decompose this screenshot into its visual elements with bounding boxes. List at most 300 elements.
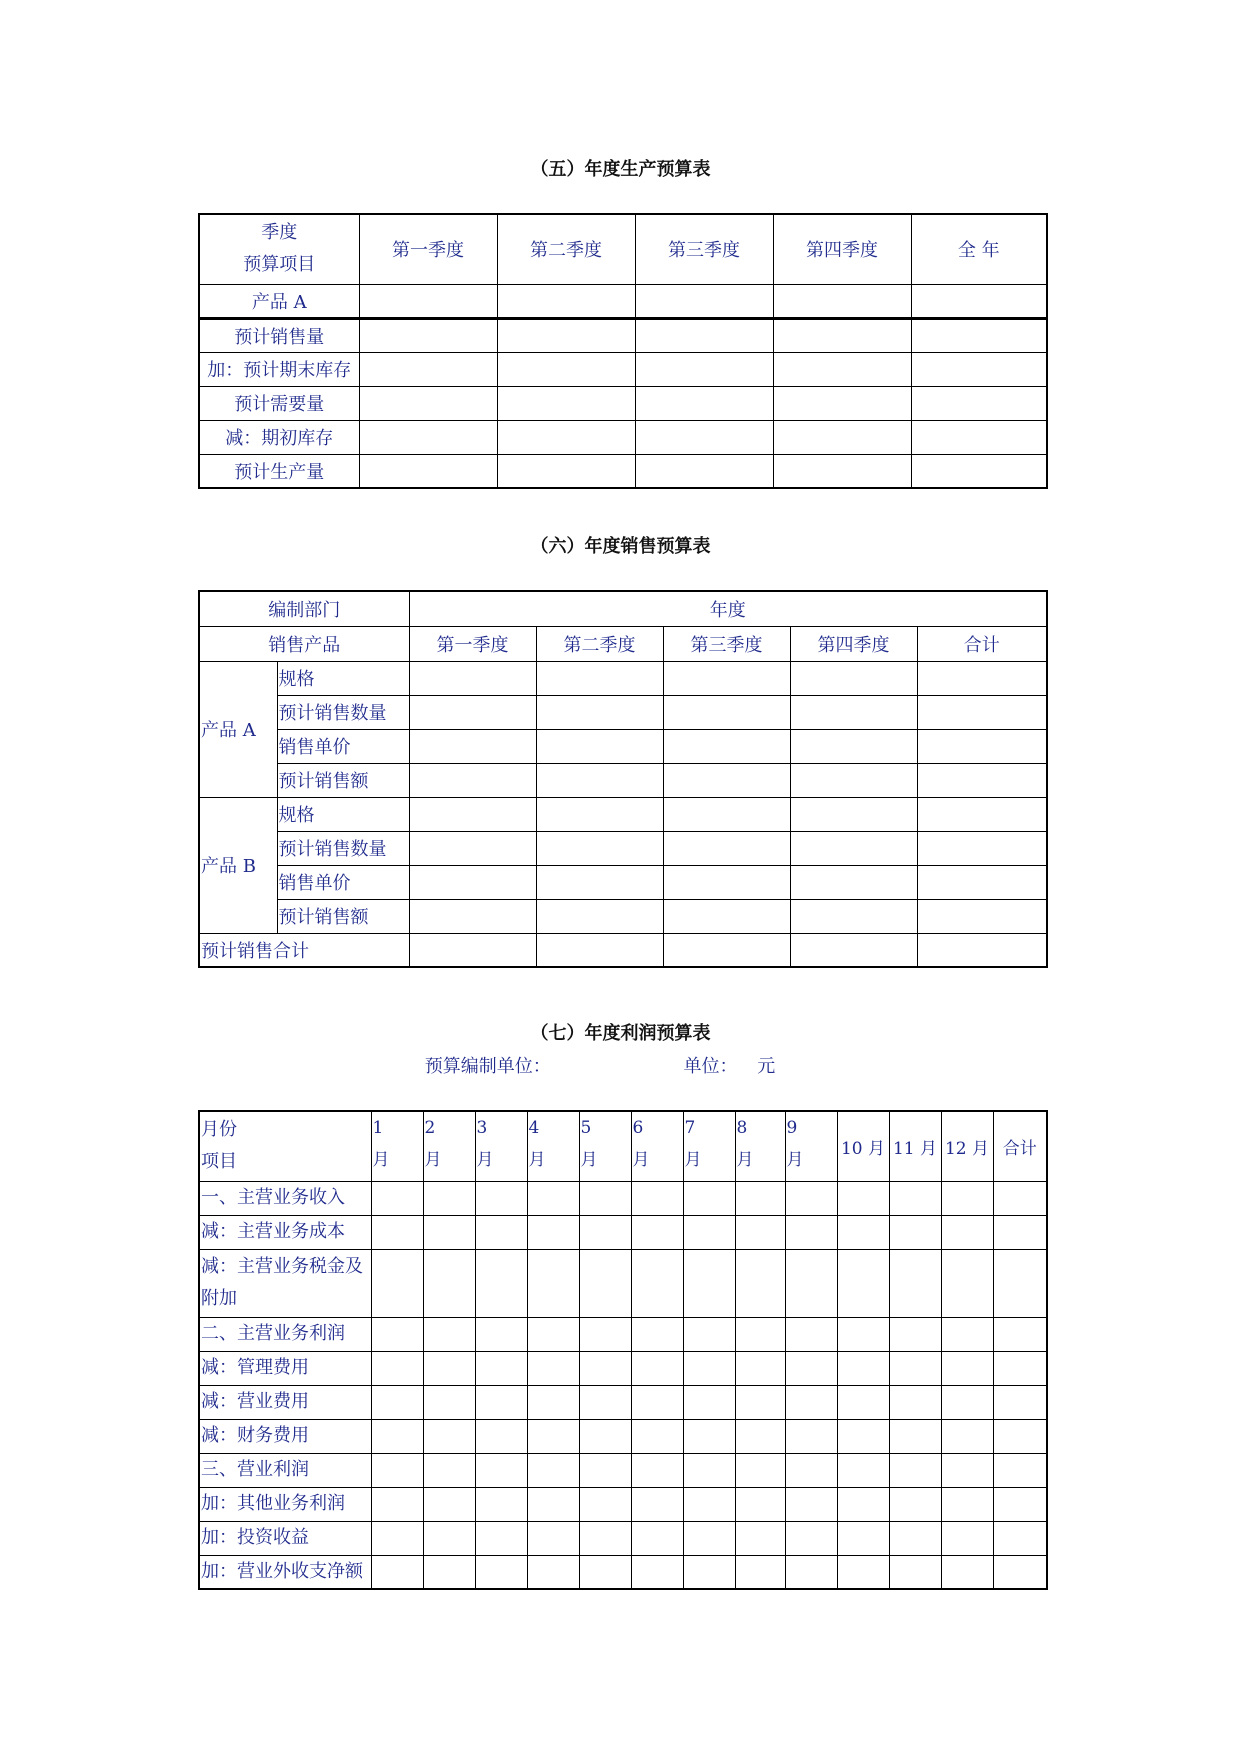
input-cell[interactable] bbox=[837, 1453, 889, 1487]
input-cell[interactable] bbox=[993, 1215, 1047, 1249]
input-cell[interactable] bbox=[635, 284, 773, 318]
column-header: 第三季度 bbox=[663, 626, 790, 661]
input-cell[interactable] bbox=[371, 1419, 423, 1453]
input-cell[interactable] bbox=[423, 1453, 475, 1487]
input-cell[interactable] bbox=[579, 1487, 631, 1521]
input-cell[interactable] bbox=[475, 1419, 527, 1453]
input-cell[interactable] bbox=[579, 1351, 631, 1385]
input-cell[interactable] bbox=[371, 1487, 423, 1521]
input-cell[interactable] bbox=[837, 1385, 889, 1419]
input-cell[interactable] bbox=[527, 1487, 579, 1521]
corner-top-label: 月份 bbox=[201, 1119, 237, 1141]
item-label: 预计销售额 bbox=[277, 763, 409, 797]
input-cell[interactable] bbox=[790, 797, 917, 831]
input-cell[interactable] bbox=[527, 1419, 579, 1453]
input-cell[interactable] bbox=[409, 933, 536, 967]
input-cell[interactable] bbox=[371, 1453, 423, 1487]
input-cell[interactable] bbox=[423, 1419, 475, 1453]
input-cell[interactable] bbox=[536, 831, 663, 865]
input-cell[interactable] bbox=[941, 1317, 993, 1351]
profit-budget-title: （七）年度利润预算表 bbox=[530, 1023, 711, 1044]
input-cell[interactable] bbox=[889, 1555, 941, 1589]
input-cell[interactable] bbox=[790, 865, 917, 899]
column-header: 第二季度 bbox=[497, 214, 635, 284]
input-cell[interactable] bbox=[889, 1385, 941, 1419]
input-cell[interactable] bbox=[423, 1487, 475, 1521]
input-cell[interactable] bbox=[579, 1317, 631, 1351]
input-cell[interactable] bbox=[371, 1181, 423, 1215]
input-cell[interactable] bbox=[683, 1215, 735, 1249]
input-cell[interactable] bbox=[359, 284, 497, 318]
input-cell[interactable] bbox=[790, 729, 917, 763]
product-group-label: 产品 B bbox=[199, 797, 277, 933]
input-cell[interactable] bbox=[941, 1521, 993, 1555]
item-label: 销售单价 bbox=[277, 865, 409, 899]
input-cell[interactable] bbox=[579, 1555, 631, 1589]
month-number: 3 bbox=[476, 1118, 488, 1138]
input-cell[interactable] bbox=[497, 352, 635, 386]
month-number: 2 bbox=[424, 1118, 436, 1138]
input-cell[interactable] bbox=[579, 1521, 631, 1555]
input-cell[interactable] bbox=[993, 1419, 1047, 1453]
row-label: 减：营业费用 bbox=[199, 1385, 371, 1419]
input-cell[interactable] bbox=[497, 318, 635, 352]
input-cell[interactable] bbox=[790, 763, 917, 797]
product-group-label: 产品 A bbox=[199, 661, 277, 797]
input-cell[interactable] bbox=[837, 1181, 889, 1215]
row-label: 加：投资收益 bbox=[199, 1521, 371, 1555]
input-cell[interactable] bbox=[917, 899, 1047, 933]
input-cell[interactable] bbox=[409, 899, 536, 933]
input-cell[interactable] bbox=[683, 1351, 735, 1385]
input-cell[interactable] bbox=[735, 1351, 785, 1385]
table-row bbox=[199, 454, 1047, 488]
table-row bbox=[199, 1181, 1047, 1215]
month-header bbox=[683, 1111, 735, 1181]
input-cell[interactable] bbox=[475, 1521, 527, 1555]
input-cell[interactable] bbox=[579, 1453, 631, 1487]
month-number: 1 bbox=[372, 1118, 384, 1138]
input-cell[interactable] bbox=[735, 1555, 785, 1589]
input-cell[interactable] bbox=[785, 1555, 837, 1589]
table-row bbox=[199, 933, 1047, 967]
input-cell[interactable] bbox=[409, 729, 536, 763]
input-cell[interactable] bbox=[536, 797, 663, 831]
input-cell[interactable] bbox=[941, 1249, 993, 1317]
input-cell[interactable] bbox=[911, 386, 1047, 420]
input-cell[interactable] bbox=[631, 1181, 683, 1215]
input-cell[interactable] bbox=[683, 1419, 735, 1453]
input-cell[interactable] bbox=[423, 1385, 475, 1419]
corner-header bbox=[199, 214, 359, 284]
month-header bbox=[527, 1111, 579, 1181]
input-cell[interactable] bbox=[683, 1385, 735, 1419]
input-cell[interactable] bbox=[409, 831, 536, 865]
input-cell[interactable] bbox=[409, 695, 536, 729]
input-cell[interactable] bbox=[423, 1555, 475, 1589]
input-cell[interactable] bbox=[371, 1351, 423, 1385]
input-cell[interactable] bbox=[785, 1249, 837, 1317]
input-cell[interactable] bbox=[683, 1249, 735, 1317]
input-cell[interactable] bbox=[889, 1453, 941, 1487]
input-cell[interactable] bbox=[941, 1215, 993, 1249]
production-budget-title: （五）年度生产预算表 bbox=[530, 159, 711, 180]
input-cell[interactable] bbox=[917, 695, 1047, 729]
input-cell[interactable] bbox=[635, 386, 773, 420]
table-row bbox=[199, 797, 1047, 831]
input-cell[interactable] bbox=[837, 1555, 889, 1589]
table-row bbox=[199, 352, 1047, 386]
input-cell[interactable] bbox=[527, 1181, 579, 1215]
sales-budget-title: （六）年度销售预算表 bbox=[530, 536, 711, 557]
input-cell[interactable] bbox=[635, 454, 773, 488]
input-cell[interactable] bbox=[579, 1419, 631, 1453]
input-cell[interactable] bbox=[527, 1317, 579, 1351]
input-cell[interactable] bbox=[735, 1215, 785, 1249]
input-cell[interactable] bbox=[527, 1215, 579, 1249]
input-cell[interactable] bbox=[631, 1487, 683, 1521]
input-cell[interactable] bbox=[837, 1419, 889, 1453]
input-cell[interactable] bbox=[527, 1521, 579, 1555]
input-cell[interactable] bbox=[911, 318, 1047, 352]
table-row bbox=[199, 1317, 1047, 1351]
row-label: 减：管理费用 bbox=[199, 1351, 371, 1385]
input-cell[interactable] bbox=[423, 1521, 475, 1555]
table-row bbox=[199, 1521, 1047, 1555]
input-cell[interactable] bbox=[837, 1487, 889, 1521]
input-cell[interactable] bbox=[683, 1487, 735, 1521]
input-cell[interactable] bbox=[735, 1487, 785, 1521]
table-row bbox=[199, 420, 1047, 454]
item-label: 销售单价 bbox=[277, 729, 409, 763]
input-cell[interactable] bbox=[527, 1453, 579, 1487]
month-suffix: 月 bbox=[528, 1150, 546, 1170]
input-cell[interactable] bbox=[889, 1521, 941, 1555]
input-cell[interactable] bbox=[579, 1215, 631, 1249]
input-cell[interactable] bbox=[785, 1351, 837, 1385]
input-cell[interactable] bbox=[527, 1385, 579, 1419]
input-cell[interactable] bbox=[631, 1555, 683, 1589]
input-cell[interactable] bbox=[423, 1181, 475, 1215]
input-cell[interactable] bbox=[635, 420, 773, 454]
item-label: 预计销售额 bbox=[277, 899, 409, 933]
input-cell[interactable] bbox=[527, 1555, 579, 1589]
input-cell[interactable] bbox=[371, 1249, 423, 1317]
input-cell[interactable] bbox=[993, 1521, 1047, 1555]
month-suffix: 月 bbox=[736, 1150, 754, 1170]
column-header: 全 年 bbox=[911, 214, 1047, 284]
table-row bbox=[199, 1111, 1047, 1181]
month-suffix: 月 bbox=[632, 1150, 650, 1170]
input-cell[interactable] bbox=[475, 1555, 527, 1589]
input-cell[interactable] bbox=[917, 661, 1047, 695]
input-cell[interactable] bbox=[735, 1317, 785, 1351]
input-cell[interactable] bbox=[536, 763, 663, 797]
input-cell[interactable] bbox=[773, 318, 911, 352]
table-row bbox=[199, 214, 1047, 284]
input-cell[interactable] bbox=[941, 1487, 993, 1521]
input-cell[interactable] bbox=[409, 661, 536, 695]
row-label: 产品 A bbox=[199, 284, 359, 318]
input-cell[interactable] bbox=[536, 933, 663, 967]
input-cell[interactable] bbox=[889, 1181, 941, 1215]
profit-budget-table bbox=[198, 1110, 1048, 1590]
input-cell[interactable] bbox=[837, 1317, 889, 1351]
input-cell[interactable] bbox=[941, 1419, 993, 1453]
table-row bbox=[199, 865, 1047, 899]
input-cell[interactable] bbox=[785, 1317, 837, 1351]
input-cell[interactable] bbox=[497, 454, 635, 488]
input-cell[interactable] bbox=[993, 1181, 1047, 1215]
input-cell[interactable] bbox=[917, 831, 1047, 865]
input-cell[interactable] bbox=[993, 1385, 1047, 1419]
input-cell[interactable] bbox=[785, 1487, 837, 1521]
month-header: 10 月 bbox=[837, 1111, 889, 1181]
input-cell[interactable] bbox=[941, 1555, 993, 1589]
table-row bbox=[199, 831, 1047, 865]
input-cell[interactable] bbox=[631, 1385, 683, 1419]
input-cell[interactable] bbox=[663, 661, 790, 695]
input-cell[interactable] bbox=[683, 1317, 735, 1351]
month-header: 12 月 bbox=[941, 1111, 993, 1181]
input-cell[interactable] bbox=[475, 1215, 527, 1249]
input-cell[interactable] bbox=[579, 1249, 631, 1317]
month-suffix: 月 bbox=[372, 1150, 390, 1170]
item-label: 规格 bbox=[277, 661, 409, 695]
input-cell[interactable] bbox=[663, 695, 790, 729]
input-cell[interactable] bbox=[993, 1487, 1047, 1521]
input-cell[interactable] bbox=[475, 1351, 527, 1385]
input-cell[interactable] bbox=[527, 1351, 579, 1385]
input-cell[interactable] bbox=[790, 831, 917, 865]
input-cell[interactable] bbox=[631, 1419, 683, 1453]
table-row bbox=[199, 1385, 1047, 1419]
input-cell[interactable] bbox=[371, 1521, 423, 1555]
column-header: 第二季度 bbox=[536, 626, 663, 661]
input-cell[interactable] bbox=[683, 1453, 735, 1487]
input-cell[interactable] bbox=[631, 1453, 683, 1487]
input-cell[interactable] bbox=[635, 352, 773, 386]
total-header: 合计 bbox=[993, 1111, 1047, 1181]
input-cell[interactable] bbox=[941, 1385, 993, 1419]
table-row bbox=[199, 661, 1047, 695]
input-cell[interactable] bbox=[785, 1419, 837, 1453]
input-cell[interactable] bbox=[536, 729, 663, 763]
row-label: 预计需要量 bbox=[199, 386, 359, 420]
month-header: 11 月 bbox=[889, 1111, 941, 1181]
input-cell[interactable] bbox=[631, 1351, 683, 1385]
input-cell[interactable] bbox=[579, 1181, 631, 1215]
input-cell[interactable] bbox=[773, 386, 911, 420]
input-cell[interactable] bbox=[993, 1453, 1047, 1487]
input-cell[interactable] bbox=[663, 763, 790, 797]
input-cell[interactable] bbox=[790, 661, 917, 695]
input-cell[interactable] bbox=[423, 1351, 475, 1385]
input-cell[interactable] bbox=[917, 797, 1047, 831]
input-cell[interactable] bbox=[663, 933, 790, 967]
input-cell[interactable] bbox=[889, 1419, 941, 1453]
input-cell[interactable] bbox=[735, 1521, 785, 1555]
input-cell[interactable] bbox=[359, 420, 497, 454]
input-cell[interactable] bbox=[663, 899, 790, 933]
input-cell[interactable] bbox=[993, 1249, 1047, 1317]
corner-bottom-label: 项目 bbox=[201, 1151, 237, 1173]
input-cell[interactable] bbox=[663, 865, 790, 899]
month-suffix: 月 bbox=[424, 1150, 442, 1170]
input-cell[interactable] bbox=[631, 1317, 683, 1351]
input-cell[interactable] bbox=[371, 1317, 423, 1351]
input-cell[interactable] bbox=[889, 1351, 941, 1385]
row-label: 三、营业利润 bbox=[199, 1453, 371, 1487]
input-cell[interactable] bbox=[785, 1453, 837, 1487]
input-cell[interactable] bbox=[359, 318, 497, 352]
input-cell[interactable] bbox=[475, 1453, 527, 1487]
input-cell[interactable] bbox=[475, 1181, 527, 1215]
input-cell[interactable] bbox=[911, 284, 1047, 318]
table-row bbox=[199, 1487, 1047, 1521]
month-number: 8 bbox=[736, 1118, 748, 1138]
input-cell[interactable] bbox=[917, 763, 1047, 797]
input-cell[interactable] bbox=[536, 695, 663, 729]
input-cell[interactable] bbox=[889, 1249, 941, 1317]
input-cell[interactable] bbox=[837, 1351, 889, 1385]
input-cell[interactable] bbox=[536, 661, 663, 695]
input-cell[interactable] bbox=[790, 899, 917, 933]
table-row bbox=[199, 591, 1047, 626]
input-cell[interactable] bbox=[917, 729, 1047, 763]
input-cell[interactable] bbox=[631, 1215, 683, 1249]
input-cell[interactable] bbox=[475, 1249, 527, 1317]
row-label: 二、主营业务利润 bbox=[199, 1317, 371, 1351]
input-cell[interactable] bbox=[536, 865, 663, 899]
row-label: 预计销售量 bbox=[199, 318, 359, 352]
table-row bbox=[199, 284, 1047, 318]
input-cell[interactable] bbox=[790, 933, 917, 967]
input-cell[interactable] bbox=[941, 1351, 993, 1385]
input-cell[interactable] bbox=[527, 1249, 579, 1317]
corner-top-label: 季度 bbox=[261, 222, 298, 244]
input-cell[interactable] bbox=[371, 1215, 423, 1249]
corner-bottom-label: 预算项目 bbox=[243, 254, 316, 276]
input-cell[interactable] bbox=[409, 865, 536, 899]
input-cell[interactable] bbox=[359, 454, 497, 488]
input-cell[interactable] bbox=[371, 1385, 423, 1419]
input-cell[interactable] bbox=[889, 1487, 941, 1521]
table-row bbox=[199, 626, 1047, 661]
input-cell[interactable] bbox=[409, 797, 536, 831]
input-cell[interactable] bbox=[735, 1181, 785, 1215]
input-cell[interactable] bbox=[579, 1385, 631, 1419]
input-cell[interactable] bbox=[536, 899, 663, 933]
input-cell[interactable] bbox=[663, 797, 790, 831]
input-cell[interactable] bbox=[475, 1317, 527, 1351]
column-header: 合计 bbox=[917, 626, 1047, 661]
input-cell[interactable] bbox=[773, 284, 911, 318]
input-cell[interactable] bbox=[889, 1215, 941, 1249]
input-cell[interactable] bbox=[475, 1487, 527, 1521]
input-cell[interactable] bbox=[911, 420, 1047, 454]
input-cell[interactable] bbox=[993, 1351, 1047, 1385]
table-row bbox=[199, 1419, 1047, 1453]
column-header: 第一季度 bbox=[359, 214, 497, 284]
input-cell[interactable] bbox=[735, 1249, 785, 1317]
input-cell[interactable] bbox=[911, 352, 1047, 386]
total-label: 预计销售合计 bbox=[199, 933, 409, 967]
input-cell[interactable] bbox=[785, 1181, 837, 1215]
input-cell[interactable] bbox=[773, 352, 911, 386]
input-cell[interactable] bbox=[663, 831, 790, 865]
input-cell[interactable] bbox=[735, 1419, 785, 1453]
input-cell[interactable] bbox=[993, 1555, 1047, 1589]
table-row bbox=[199, 729, 1047, 763]
input-cell[interactable] bbox=[635, 318, 773, 352]
input-cell[interactable] bbox=[423, 1317, 475, 1351]
input-cell[interactable] bbox=[917, 933, 1047, 967]
table-row bbox=[199, 386, 1047, 420]
input-cell[interactable] bbox=[785, 1215, 837, 1249]
input-cell[interactable] bbox=[785, 1385, 837, 1419]
input-cell[interactable] bbox=[773, 454, 911, 488]
unit-org-label: 预算编制单位： bbox=[424, 1056, 551, 1077]
unit-value: 元 bbox=[757, 1056, 776, 1077]
row-label: 减：主营业务税金及附加 bbox=[199, 1249, 371, 1317]
input-cell[interactable] bbox=[683, 1181, 735, 1215]
input-cell[interactable] bbox=[497, 386, 635, 420]
input-cell[interactable] bbox=[409, 763, 536, 797]
input-cell[interactable] bbox=[497, 284, 635, 318]
table-row bbox=[199, 695, 1047, 729]
input-cell[interactable] bbox=[371, 1555, 423, 1589]
input-cell[interactable] bbox=[423, 1215, 475, 1249]
input-cell[interactable] bbox=[475, 1385, 527, 1419]
month-header bbox=[579, 1111, 631, 1181]
row-label: 减：期初库存 bbox=[199, 420, 359, 454]
input-cell[interactable] bbox=[837, 1521, 889, 1555]
input-cell[interactable] bbox=[359, 352, 497, 386]
input-cell[interactable] bbox=[889, 1317, 941, 1351]
input-cell[interactable] bbox=[735, 1453, 785, 1487]
month-number: 4 bbox=[528, 1118, 540, 1138]
input-cell[interactable] bbox=[993, 1317, 1047, 1351]
input-cell[interactable] bbox=[359, 386, 497, 420]
column-header: 第四季度 bbox=[790, 626, 917, 661]
profit-budget-subline bbox=[0, 1052, 1241, 1078]
input-cell[interactable] bbox=[497, 420, 635, 454]
year-label: 年度 bbox=[409, 591, 1047, 626]
item-label: 预计销售数量 bbox=[277, 695, 409, 729]
input-cell[interactable] bbox=[837, 1249, 889, 1317]
input-cell[interactable] bbox=[631, 1521, 683, 1555]
input-cell[interactable] bbox=[423, 1249, 475, 1317]
input-cell[interactable] bbox=[663, 729, 790, 763]
input-cell[interactable] bbox=[683, 1521, 735, 1555]
input-cell[interactable] bbox=[631, 1249, 683, 1317]
input-cell[interactable] bbox=[911, 454, 1047, 488]
input-cell[interactable] bbox=[917, 865, 1047, 899]
input-cell[interactable] bbox=[941, 1181, 993, 1215]
input-cell[interactable] bbox=[735, 1385, 785, 1419]
input-cell[interactable] bbox=[837, 1215, 889, 1249]
corner-header bbox=[199, 1111, 371, 1181]
input-cell[interactable] bbox=[683, 1555, 735, 1589]
month-number: 5 bbox=[580, 1118, 592, 1138]
row-label: 一、主营业务收入 bbox=[199, 1181, 371, 1215]
input-cell[interactable] bbox=[785, 1521, 837, 1555]
input-cell[interactable] bbox=[773, 420, 911, 454]
table-row bbox=[199, 1453, 1047, 1487]
input-cell[interactable] bbox=[941, 1453, 993, 1487]
input-cell[interactable] bbox=[790, 695, 917, 729]
